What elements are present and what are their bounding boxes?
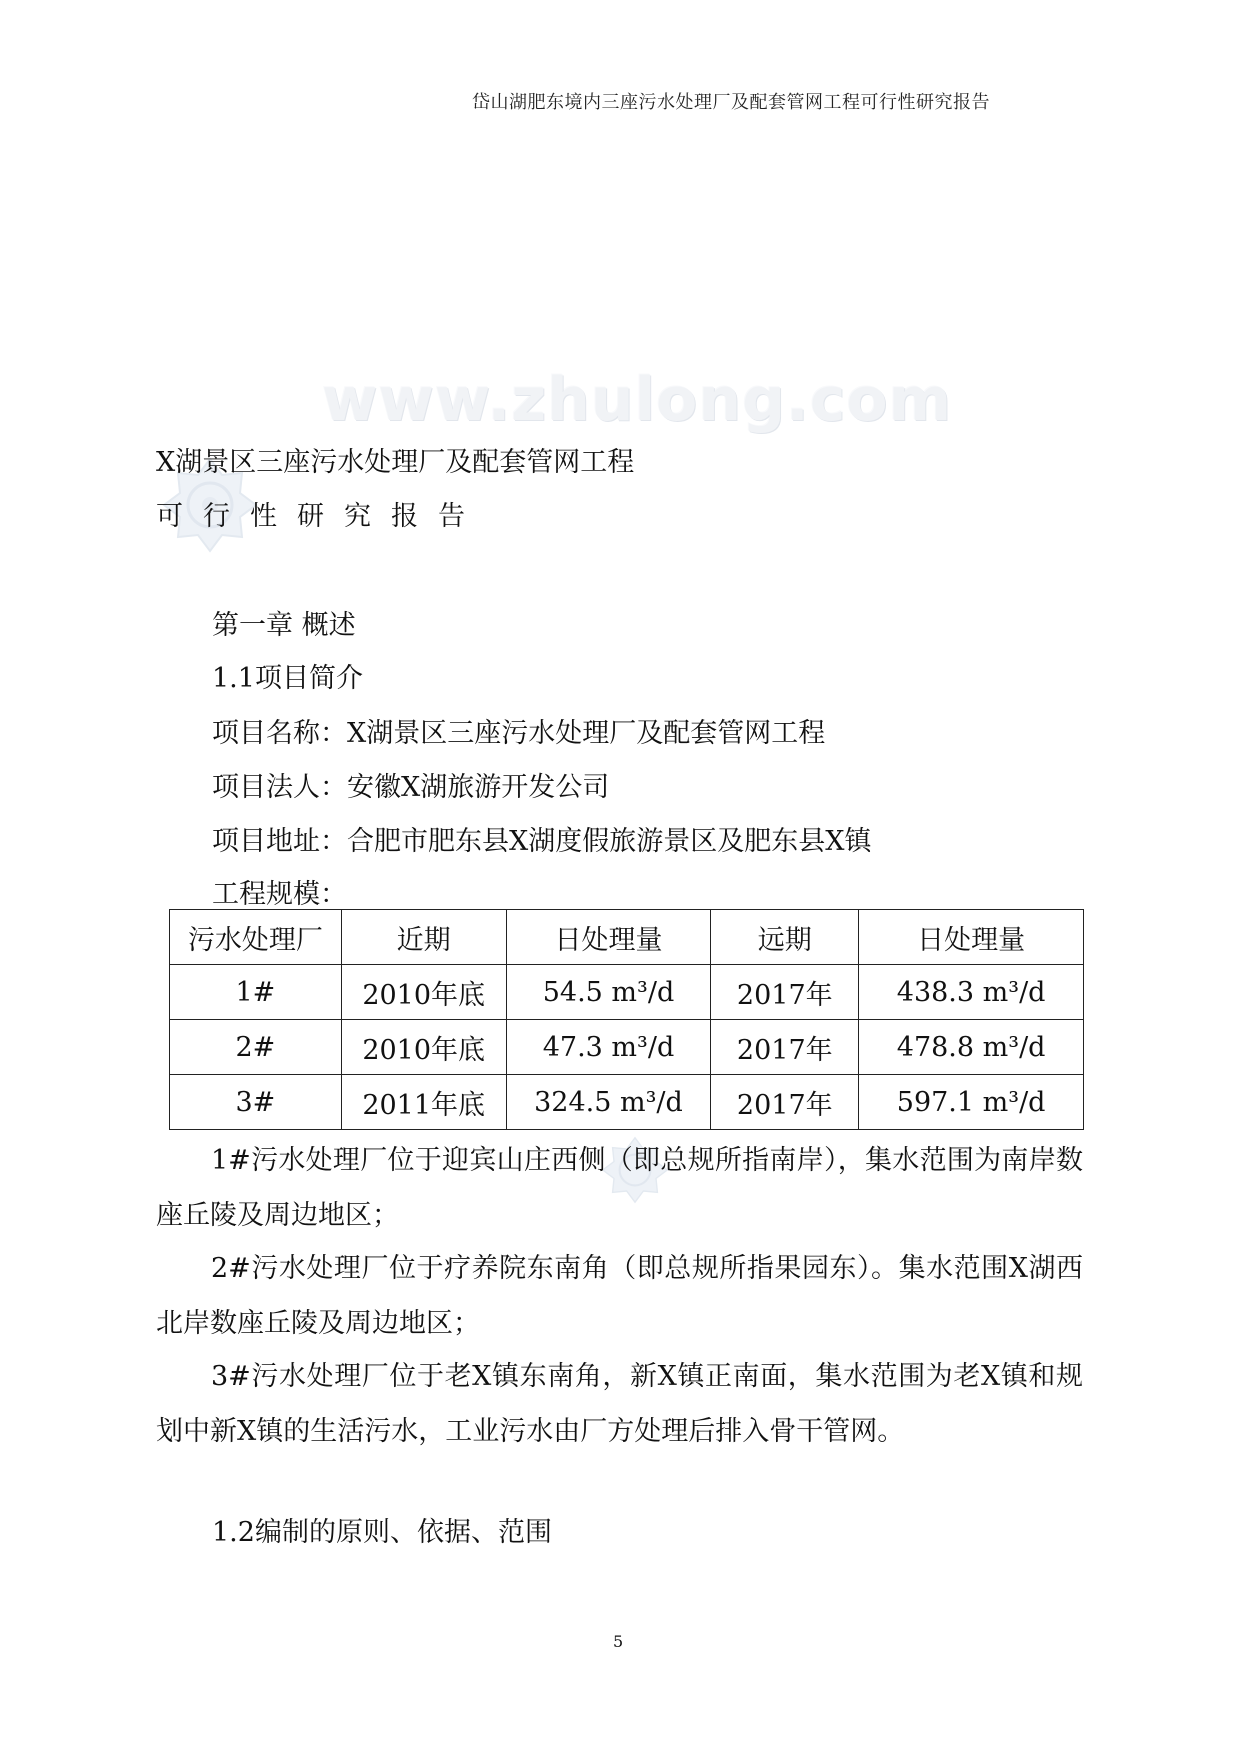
table-header-cell: 污水处理厂 xyxy=(170,910,342,965)
table-row xyxy=(170,1020,1084,1075)
paragraph-plant-2: 2#污水处理厂位于疗养院东南角（即总规所指果园东）。集水范围X湖西北岸数座丘陵及周边地区； xyxy=(156,1253,1083,1339)
table-header-cell: 日处理量 xyxy=(506,910,711,965)
project-name: 项目名称：X湖景区三座污水处理厂及配套管网工程 xyxy=(212,718,826,749)
document-title-line-2: 可行性研究报告 xyxy=(156,501,485,532)
table-cell: 2011年底 xyxy=(341,1075,506,1130)
table-row xyxy=(170,1075,1084,1130)
table-cell: 2017年 xyxy=(711,965,859,1020)
page-number: 5 xyxy=(613,1632,624,1651)
table-cell: 2017年 xyxy=(711,1020,859,1075)
table-cell: 47.3 m³/d xyxy=(506,1020,711,1075)
table-header-cell: 日处理量 xyxy=(859,910,1084,965)
table-cell: 597.1 m³/d xyxy=(859,1075,1084,1130)
table-row xyxy=(170,965,1084,1020)
project-owner: 项目法人：安徽X湖旅游开发公司 xyxy=(212,772,610,803)
table-cell: 2010年底 xyxy=(341,1020,506,1075)
section-heading-1-1: 1.1项目简介 xyxy=(212,663,363,694)
section-heading-1-2: 1.2编制的原则、依据、范围 xyxy=(212,1517,552,1548)
scale-table xyxy=(169,909,1084,1130)
scale-label: 工程规模： xyxy=(212,879,347,910)
table-header-cell: 近期 xyxy=(341,910,506,965)
watermark-text: www.zhulong.com xyxy=(322,365,953,435)
table-cell: 2# xyxy=(170,1020,342,1075)
paragraph-plant-1: 1#污水处理厂位于迎宾山庄西侧（即总规所指南岸），集水范围为南岸数座丘陵及周边地区； xyxy=(156,1145,1083,1231)
table-cell: 324.5 m³/d xyxy=(506,1075,711,1130)
table-cell: 54.5 m³/d xyxy=(506,965,711,1020)
table-header-cell: 远期 xyxy=(711,910,859,965)
table-cell: 2010年底 xyxy=(341,965,506,1020)
running-header: 岱山湖肥东境内三座污水处理厂及配套管网工程可行性研究报告 xyxy=(472,92,990,113)
project-address: 项目地址：合肥市肥东县X湖度假旅游景区及肥东县X镇 xyxy=(212,826,872,857)
table-cell: 438.3 m³/d xyxy=(859,965,1084,1020)
table-cell: 2017年 xyxy=(711,1075,859,1130)
chapter-heading: 第一章 概述 xyxy=(212,610,356,641)
table-cell: 3# xyxy=(170,1075,342,1130)
table-cell: 478.8 m³/d xyxy=(859,1020,1084,1075)
document-title-line-1: X湖景区三座污水处理厂及配套管网工程 xyxy=(156,447,635,478)
table-header-row xyxy=(170,910,1084,965)
table-cell: 1# xyxy=(170,965,342,1020)
paragraph-plant-3: 3#污水处理厂位于老X镇东南角，新X镇正南面，集水范围为老X镇和规划中新X镇的生活污水，工业污水由厂方处理后排入骨干管网。 xyxy=(156,1361,1083,1447)
